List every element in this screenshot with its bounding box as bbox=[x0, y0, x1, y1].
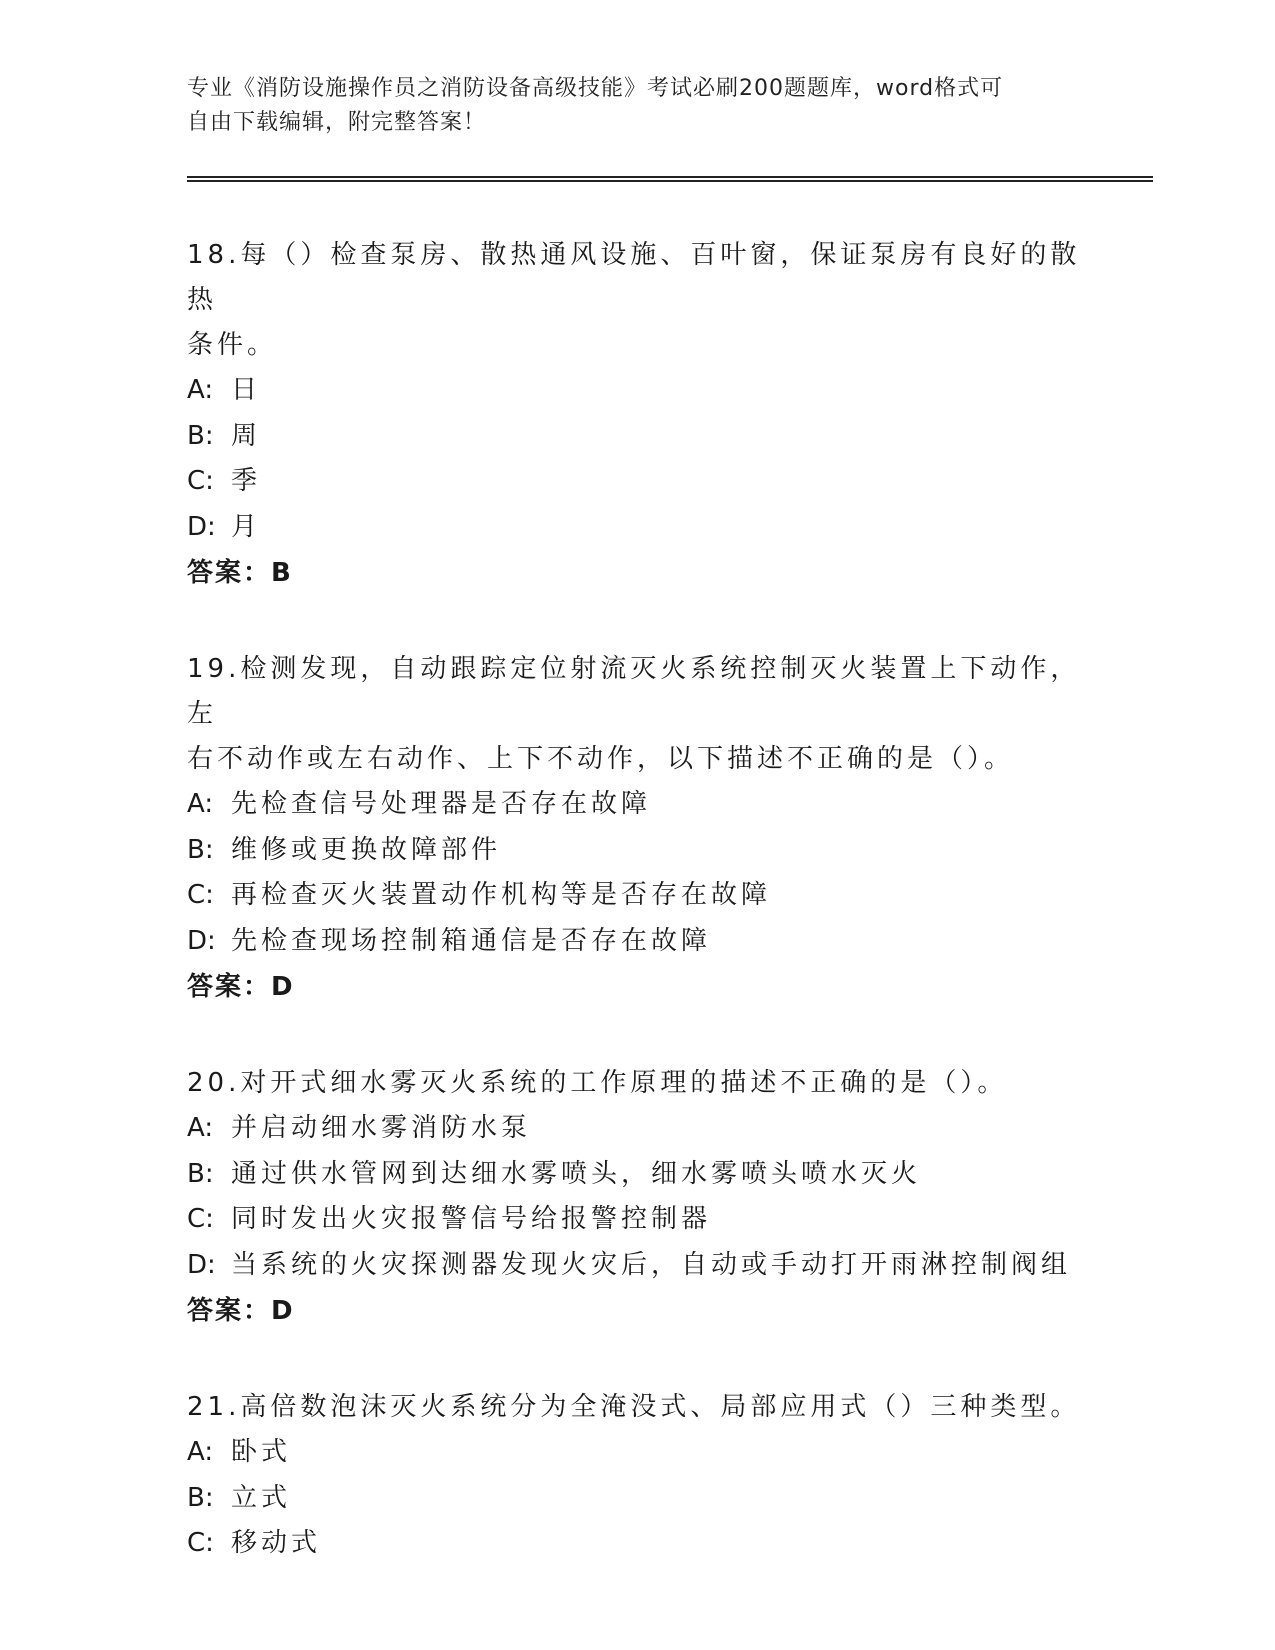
header-divider bbox=[187, 176, 1153, 182]
option-letter: B: bbox=[187, 1158, 214, 1189]
option-text: 并启动细水雾消防水泵 bbox=[231, 1113, 532, 1143]
option-letter: C: bbox=[187, 880, 214, 910]
header-line-1: 专业《消防设施操作员之消防设备高级技能》考试必刷200题题库，word格式可 bbox=[187, 76, 1004, 101]
question-stem-line: 19.检测发现，自动跟踪定位射流灭火系统控制灭火装置上下动作，左 bbox=[187, 654, 1081, 729]
question-stem-line: 21.高倍数泡沫灭火系统分为全淹没式、局部应用式（）三种类型。 bbox=[187, 1392, 1081, 1422]
answer-value: D bbox=[271, 1296, 295, 1326]
option-letter: D: bbox=[187, 925, 216, 956]
answer-label: 答案： bbox=[187, 558, 272, 588]
question-list bbox=[187, 233, 1087, 1618]
option-d bbox=[187, 919, 1087, 965]
question-19 bbox=[187, 647, 1087, 1010]
option-c bbox=[187, 873, 1087, 919]
answer-value: B bbox=[271, 558, 293, 588]
option-text: 先检查现场控制箱通信是否存在故障 bbox=[231, 925, 712, 956]
answer-line bbox=[187, 964, 1087, 1010]
option-letter: D: bbox=[187, 1249, 216, 1280]
document-header bbox=[187, 72, 1067, 140]
option-d bbox=[187, 505, 1087, 551]
option-text: 通过供水管网到达细水雾喷头，细水雾喷头喷水灭火 bbox=[231, 1158, 922, 1189]
answer-label: 答案： bbox=[187, 972, 272, 1002]
question-stem-line: 条件。 bbox=[187, 330, 278, 360]
option-text: 卧式 bbox=[231, 1437, 292, 1467]
answer-line bbox=[187, 550, 1087, 596]
option-a bbox=[187, 1106, 1087, 1152]
option-letter: B: bbox=[187, 1482, 214, 1513]
question-stem-line: 右不动作或左右动作、上下不动作，以下描述不正确的是（）。 bbox=[187, 744, 1015, 774]
option-c bbox=[187, 1521, 1087, 1567]
option-a bbox=[187, 368, 1087, 414]
option-letter: C: bbox=[187, 1528, 214, 1558]
option-letter: C: bbox=[187, 1204, 214, 1234]
option-text: 当系统的火灾探测器发现火灾后，自动或手动打开雨淋控制阀组 bbox=[231, 1249, 1072, 1280]
option-letter: A: bbox=[187, 375, 214, 405]
question-18 bbox=[187, 233, 1087, 596]
option-letter: B: bbox=[187, 834, 214, 865]
answer-label: 答案： bbox=[187, 1296, 272, 1326]
answer-value: D bbox=[271, 972, 295, 1002]
question-stem-line: 18.每（）检查泵房、散热通风设施、百叶窗，保证泵房有良好的散热 bbox=[187, 240, 1081, 315]
option-text: 季 bbox=[231, 466, 262, 496]
option-text: 维修或更换故障部件 bbox=[231, 834, 502, 865]
option-text: 周 bbox=[231, 420, 262, 451]
option-b bbox=[187, 1476, 1087, 1522]
option-letter: B: bbox=[187, 420, 214, 451]
header-line-2: 自由下载编辑，附完整答案！ bbox=[187, 110, 487, 135]
question-21 bbox=[187, 1385, 1087, 1567]
option-a bbox=[187, 782, 1087, 828]
option-d bbox=[187, 1243, 1087, 1289]
option-a bbox=[187, 1430, 1087, 1476]
option-letter: D: bbox=[187, 511, 216, 542]
question-stem-line: 20.对开式细水雾灭火系统的工作原理的描述不正确的是（）。 bbox=[187, 1068, 1008, 1098]
option-b bbox=[187, 414, 1087, 460]
option-c bbox=[187, 459, 1087, 505]
option-text: 月 bbox=[231, 511, 262, 542]
option-text: 移动式 bbox=[231, 1528, 322, 1558]
option-letter: A: bbox=[187, 789, 214, 819]
option-text: 日 bbox=[231, 375, 262, 405]
option-b bbox=[187, 828, 1087, 874]
option-letter: C: bbox=[187, 466, 214, 496]
option-text: 再检查灭火装置动作机构等是否存在故障 bbox=[231, 880, 772, 910]
option-text: 立式 bbox=[231, 1482, 292, 1513]
option-c bbox=[187, 1197, 1087, 1243]
option-letter: A: bbox=[187, 1437, 214, 1467]
answer-line bbox=[187, 1288, 1087, 1334]
option-b bbox=[187, 1152, 1087, 1198]
option-text: 同时发出火灾报警信号给报警控制器 bbox=[231, 1204, 712, 1234]
option-letter: A: bbox=[187, 1113, 214, 1143]
option-text: 先检查信号处理器是否存在故障 bbox=[231, 789, 652, 819]
question-20 bbox=[187, 1061, 1087, 1334]
